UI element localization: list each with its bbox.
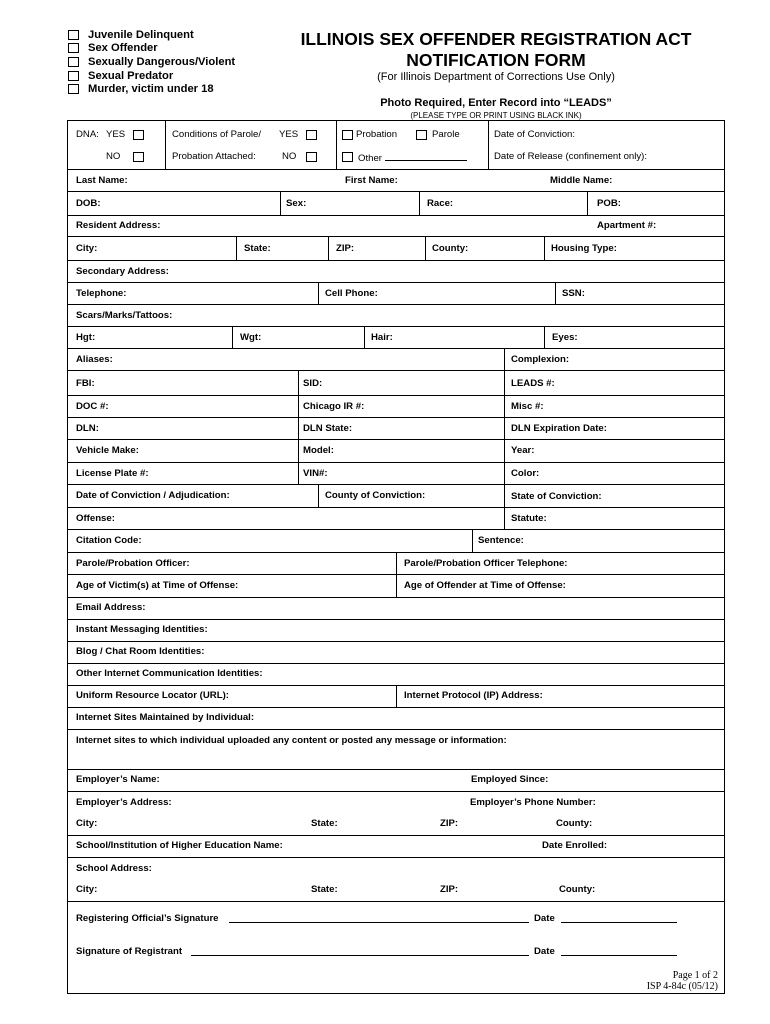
other-checkbox[interactable] [342,152,353,162]
dln-field[interactable]: DLN: [76,423,99,434]
middle-name-field[interactable]: Middle Name: [550,175,613,186]
official-signature-label: Registering Official’s Signature [76,913,219,924]
conditions-no-label: NO [282,151,297,162]
offense-field[interactable]: Offense: [76,513,115,524]
form-id: ISP 4-84c (05/12) [646,981,718,992]
year-field[interactable]: Year: [511,445,535,456]
statute-field[interactable]: Statute: [511,513,547,524]
use-note: (For Illinois Department of Corrections Use Only) [377,71,615,83]
employer-city-field[interactable]: City: [76,818,98,829]
form-title-line1: ILLINOIS SEX OFFENDER REGISTRATION ACT [300,29,692,49]
race-field[interactable]: Race: [427,198,454,209]
other-input-line[interactable] [385,151,467,161]
registrant-date-line[interactable] [561,946,677,956]
state-conviction-field[interactable]: State of Conviction: [511,491,602,502]
sites-maintained-field[interactable]: Internet Sites Maintained by Individual: [76,712,255,723]
first-name-field[interactable]: First Name: [345,175,398,186]
county-field[interactable]: County: [432,243,469,254]
email-field[interactable]: Email Address: [76,602,146,613]
license-plate-field[interactable]: License Plate #: [76,468,149,479]
pob-field[interactable]: POB: [597,198,621,209]
dna-no-label: NO [106,151,121,162]
classification-item [68,55,235,69]
vehicle-make-field[interactable]: Vehicle Make: [76,445,139,456]
classification-item [68,69,235,83]
chicago-ir-field[interactable]: Chicago IR #: [303,401,365,412]
parole-label: Parole [432,129,460,140]
misc-field[interactable]: Misc #: [511,401,544,412]
fbi-field[interactable]: FBI: [76,378,95,389]
school-city-field[interactable]: City: [76,884,98,895]
dna-yes-label: YES [106,129,126,140]
city-field[interactable]: City: [76,243,98,254]
employer-name-field[interactable]: Employer’s Name: [76,774,160,785]
parole-officer-phone-field[interactable]: Parole/Probation Officer Telephone: [404,558,568,569]
cell-phone-field[interactable]: Cell Phone: [325,288,378,299]
sid-field[interactable]: SID: [303,378,323,389]
employer-phone-field[interactable]: Employer’s Phone Number: [470,797,596,808]
dln-expiration-field[interactable]: DLN Expiration Date: [511,423,607,434]
sex-field[interactable]: Sex: [286,198,307,209]
url-field[interactable]: Uniform Resource Locator (URL): [76,690,229,701]
hair-field[interactable]: Hair: [371,332,393,343]
classification-label: Sex Offender [88,42,158,55]
parole-officer-field[interactable]: Parole/Probation Officer: [76,558,190,569]
conditions-no-checkbox[interactable] [306,152,317,162]
sexually-dangerous-checkbox[interactable] [68,57,79,67]
classification-label: Juvenile Delinquent [88,28,194,41]
probation-checkbox[interactable] [342,130,353,140]
apartment-field[interactable]: Apartment #: [597,220,657,231]
doc-field[interactable]: DOC #: [76,401,109,412]
classification-checklist [68,28,235,96]
sites-uploaded-field[interactable]: Internet sites to which individual uploaded any content or posted any message or information: [76,735,507,746]
juvenile-delinquent-checkbox[interactable] [68,30,79,40]
parole-checkbox[interactable] [416,130,427,140]
county-conviction-field[interactable]: County of Conviction: [325,490,426,501]
vin-field[interactable]: VIN#: [303,468,328,479]
dna-no-checkbox[interactable] [133,152,144,162]
classification-item [68,82,235,96]
instant-messaging-field[interactable]: Instant Messaging Identities: [76,624,208,635]
date-conviction-label: Date of Conviction: [494,129,576,140]
classification-item [68,28,235,42]
conditions-yes-checkbox[interactable] [306,130,317,140]
registration-form [67,120,725,994]
school-zip-field[interactable]: ZIP: [440,884,459,895]
ip-address-field[interactable]: Internet Protocol (IP) Address: [404,690,543,701]
official-date-line[interactable] [561,913,677,923]
sex-offender-checkbox[interactable] [68,43,79,53]
wgt-field[interactable]: Wgt: [240,332,262,343]
citation-code-field[interactable]: Citation Code: [76,535,142,546]
telephone-field[interactable]: Telephone: [76,288,127,299]
classification-label: Sexual Predator [88,69,174,82]
dln-state-field[interactable]: DLN State: [303,423,353,434]
dob-field[interactable]: DOB: [76,198,101,209]
school-name-field[interactable]: School/Institution of Higher Education Name: [76,840,283,851]
conditions-yes-label: YES [279,129,299,140]
probation-attached-label: Probation Attached: [172,151,256,162]
date-conviction-adjudication-field[interactable]: Date of Conviction / Adjudication: [76,490,230,501]
form-title-line2: NOTIFICATION FORM [406,50,586,70]
page-number: Page 1 of 2 [672,970,718,981]
dna-yes-checkbox[interactable] [133,130,144,140]
employer-state-field[interactable]: State: [311,818,338,829]
resident-address-field[interactable]: Resident Address: [76,220,161,231]
ssn-field[interactable]: SSN: [562,288,585,299]
employed-since-field[interactable]: Employed Since: [471,774,549,785]
employer-county-field[interactable]: County: [556,818,593,829]
zip-field[interactable]: ZIP: [336,243,355,254]
model-field[interactable]: Model: [303,445,334,456]
official-date-label: Date [534,913,555,924]
other-label [358,151,467,165]
school-state-field[interactable]: State: [311,884,338,895]
probation-label: Probation [356,129,398,140]
other-text: Other [358,153,382,164]
ink-note: (PLEASE TYPE OR PRINT USING BLACK INK) [410,111,582,120]
conditions-label: Conditions of Parole/ [172,129,262,140]
classification-label: Sexually Dangerous/Violent [88,55,236,68]
housing-type-field[interactable]: Housing Type: [551,243,617,254]
dna-label: DNA: [76,129,99,140]
murder-victim-checkbox[interactable] [68,84,79,94]
classification-label: Murder, victim under 18 [88,83,214,96]
hgt-field[interactable]: Hgt: [76,332,96,343]
age-offender-field[interactable]: Age of Offender at Time of Offense: [404,580,566,591]
employer-zip-field[interactable]: ZIP: [440,818,459,829]
sexual-predator-checkbox[interactable] [68,71,79,81]
other-internet-field[interactable]: Other Internet Communication Identities: [76,668,263,679]
school-address-field[interactable]: School Address: [76,863,152,874]
leads-field[interactable]: LEADS #: [511,378,555,389]
date-enrolled-field[interactable]: Date Enrolled: [542,840,608,851]
date-release-label: Date of Release (confinement only): [494,151,648,162]
official-signature-line[interactable] [229,913,529,923]
age-victim-field[interactable]: Age of Victim(s) at Time of Offense: [76,580,239,591]
last-name-field[interactable]: Last Name: [76,175,128,186]
color-field[interactable]: Color: [511,468,540,479]
scars-field[interactable]: Scars/Marks/Tattoos: [76,310,173,321]
secondary-address-field[interactable]: Secondary Address: [76,266,169,277]
eyes-field[interactable]: Eyes: [552,332,578,343]
blog-chat-field[interactable]: Blog / Chat Room Identities: [76,646,205,657]
registrant-date-label: Date [534,946,555,957]
registrant-signature-label: Signature of Registrant [76,946,183,957]
registrant-signature-line[interactable] [191,946,529,956]
employer-address-field[interactable]: Employer’s Address: [76,797,172,808]
state-field[interactable]: State: [244,243,271,254]
aliases-field[interactable]: Aliases: [76,354,113,365]
classification-item [68,42,235,56]
complexion-field[interactable]: Complexion: [511,354,570,365]
photo-note: Photo Required, Enter Record into “LEADS” [380,97,612,109]
school-county-field[interactable]: County: [559,884,596,895]
sentence-field[interactable]: Sentence: [478,535,524,546]
